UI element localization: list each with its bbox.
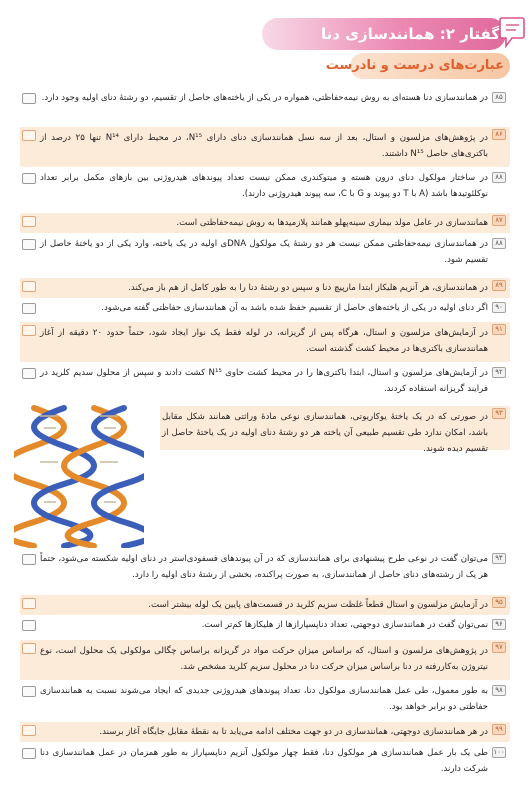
question-number: ۹۳	[492, 408, 506, 419]
question-number: ۹۵	[492, 597, 506, 608]
question-text: در همانندسازی نیمه‌حفاظتی ممکن نیست هر دو رشتهٔ یک مولکول DNAی اولیه در یک یاخته، وارد یکی از دو یاختهٔ حاصل از تقسیم شود.	[40, 239, 488, 265]
question-item	[20, 722, 510, 742]
question-number: ۸۸	[492, 238, 506, 249]
question-text: در آزمایش‌های مزلسون و استال، ابتدا باکتری‌ها را در محیط کشت حاوی N¹⁵ کشت دادند و سپس از محلول سدیم کلرید در فرایند گریزانه استفاده کردند.	[40, 368, 488, 394]
question-number: ۸۵	[492, 92, 506, 103]
question-text: در همانندسازی، هر آنزیم هلیکاز ابتدا مارپیچ دنا و سپس دو رشتهٔ دنا را به طور کامل از هم باز می‌کند.	[128, 283, 488, 293]
question-item	[20, 127, 510, 167]
answer-checkbox[interactable]	[22, 130, 36, 141]
question-number: ۹۰	[492, 302, 506, 313]
question-number: ۹۹	[492, 724, 506, 735]
answer-checkbox[interactable]	[22, 643, 36, 654]
question-text: همانندسازی در عامل مولد بیماری سینه‌پهلو همانند پلازمید‌ها به روش نیمه‌حفاظتی است.	[176, 218, 488, 228]
answer-checkbox[interactable]	[22, 368, 36, 379]
answer-checkbox[interactable]	[22, 216, 36, 227]
question-item	[20, 617, 510, 637]
answer-checkbox[interactable]	[22, 620, 36, 631]
question-number: ۸۹	[492, 280, 506, 291]
question-item	[20, 745, 510, 781]
question-item	[20, 551, 510, 591]
answer-checkbox[interactable]	[22, 93, 36, 104]
section-title: گفتار ۲: همانندسازی دنا	[321, 25, 500, 43]
question-text: در آزمایش‌های مزلسون و استال، هرگاه پس از گریزانه، در لوله فقط یک نوار ایجاد شود، حتماً حدود ۲۰ دقیقه از آغاز همانندسازی باکتری‌ها در محیط کشت گذشته است.	[40, 328, 488, 354]
question-text: در آزمایش مزلسون و استال قطعاً غلظت سزیم کلرید در قسمت‌های پایین یک لوله بیشتر است.	[148, 600, 488, 610]
question-item	[20, 236, 510, 274]
question-text: در صورتی که در یک یاختهٔ یوکاریوتی، همانندسازی نوعی مادهٔ وراثتی همانند شکل مقابل باشد، امکان ندارد طی تقسیم طبیعی آن یاخته هر دو رشتهٔ دنای اولیه در یک یاختهٔ حاصل از تقسیم دیده شوند.	[162, 412, 488, 454]
question-number: ۱۰۰	[493, 748, 505, 756]
question-text: در پژوهش‌های مزلسون و استال، که براساس میزان حرکت مواد در گریزانه براساس چگالی مولکولی یک محلول است، نوع نیتروژن به‌کاررفته در دنا براساس میزان حرکت دنا در محلول سزیم کلرید مشخص شد.	[40, 646, 488, 672]
question-item	[20, 365, 510, 401]
question-item	[20, 213, 510, 233]
question-text: طی یک بار عمل همانندسازی هر مولکول دنا، فقط چهار مولکول آنزیم دناپسپاراز به طور همزمان در عمل همانندسازی دنا شرکت دارند.	[40, 748, 488, 774]
answer-checkbox[interactable]	[22, 748, 36, 759]
question-text: در همانندسازی دنا هسته‌ای به روش نیمه‌حفاظتی، همواره در یکی از یاخته‌های حاصل از تقسیم، دو رشتهٔ دنای اولیه وجود دارد.	[41, 93, 488, 103]
question-number: ۹۱	[492, 324, 506, 335]
question-number: ۹۶	[492, 619, 506, 630]
speech-bubble-icon	[498, 14, 526, 48]
answer-checkbox[interactable]	[22, 281, 36, 292]
answer-checkbox[interactable]	[22, 173, 36, 184]
question-text: به طور معمول، طی عمل همانندسازی مولکول دنا، تعداد پیوندهای هیدروژنی جدیدی که ایجاد می‌شوند نسبت به همانندسازی حفاظتی دو برابر خواهد بود.	[40, 686, 488, 712]
answer-checkbox[interactable]	[22, 303, 36, 314]
answer-checkbox[interactable]	[22, 554, 36, 565]
question-item	[20, 640, 510, 680]
question-number: ۹۷	[492, 642, 506, 653]
question-item	[20, 322, 510, 362]
question-number: ۸۶	[492, 129, 506, 140]
question-item	[20, 278, 510, 298]
question-text: نمی‌توان گفت در همانندسازی دوجهتی، تعداد دناپسپارازها از هلیکازها کم‌تر است.	[201, 620, 488, 630]
question-item	[20, 170, 510, 210]
question-number: ۹۲	[492, 367, 506, 378]
question-item	[160, 406, 510, 454]
question-item	[20, 90, 510, 124]
answer-checkbox[interactable]	[22, 725, 36, 736]
question-text: در پژوهش‌های مزلسون و استال، بعد از سه نسل همانندسازی دنای دارای N¹⁵، در محیط دارای N¹⁴ تنها ۲۵ درصد از باکتری‌های حاصل N¹⁵ داشتند.	[40, 133, 488, 159]
question-text: در ساختار مولکول دنای درون هسته و میتوکندری ممکن نیست تعداد پیوندهای هیدروژنی بین بازهای مکمل برابر تعداد نوکلئوتیدها باشد (A با T دو پیوند و G با C، سه پیوند هیدروژنی دارند).	[40, 173, 488, 199]
answer-checkbox[interactable]	[22, 325, 36, 336]
question-item	[20, 300, 510, 320]
answer-checkbox[interactable]	[22, 239, 36, 250]
question-number: ۸۸	[492, 172, 506, 183]
question-number: ۹۴	[492, 553, 506, 564]
answer-checkbox[interactable]	[22, 686, 36, 697]
question-text: اگر دنای اولیه در یکی از یاخته‌های حاصل از تقسیم حفظ شده باشد به آن همانندسازی حفاظتی گفته می‌شود.	[101, 303, 488, 313]
subsection-title: عبارت‌های درست و نادرست	[325, 58, 504, 73]
answer-checkbox[interactable]	[22, 598, 36, 609]
question-number: ۹۸	[492, 685, 506, 696]
question-text: می‌توان گفت در نوعی طرح پیشنهادی برای همانندسازی که در آن پیوندهای فسفودی‌استر در دنای اولیه شکسته می‌شود، حتماً هر یک از رشته‌های دنای حاصل از همانندسازی، به صورت پراکنده، بخشی از رشتهٔ دنای اولیه را دارد.	[40, 554, 488, 580]
dna-double-helix-figure	[14, 402, 144, 548]
question-number: ۸۷	[492, 215, 506, 226]
question-item	[20, 595, 510, 615]
question-text: در هر همانندسازی دوجهتی، همانندسازی در دو جهت مختلف ادامه می‌یابد تا به نقطهٔ مقابل جایگاه آغاز برسند.	[99, 727, 488, 737]
question-item	[20, 683, 510, 719]
